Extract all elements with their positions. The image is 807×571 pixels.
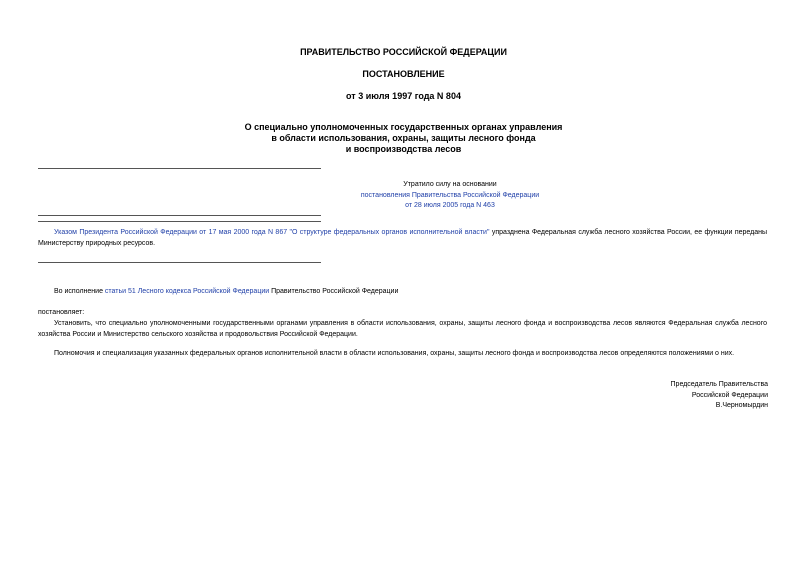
repeal-link[interactable]: постановления Правительства Российской Федерации [360,191,540,199]
divider-rule [38,215,321,216]
intro-paragraph [38,287,767,298]
date-number: от 3 июля 1997 года N 804 [346,91,461,101]
divider-rule [38,221,321,222]
signature-title: Председатель Правительства [670,381,768,388]
editorial-note-text: упразднена Федеральная служба лесного хозяйства России, ее функции переданы Министерству природных ресурсов. [38,229,768,247]
government-heading: ПРАВИТЕЛЬСТВО РОССИЙСКОЙ ФЕДЕРАЦИИ [300,47,507,57]
title-line: О специально уполномоченных государственных органах управления [244,122,563,132]
intro-suffix: Правительство Российской Федерации [269,288,399,295]
resolves-text: постановляет: [38,309,85,316]
signature-block [568,380,768,412]
title-line: в области использования, охраны, защиты лесного фонда [271,133,536,143]
doc-type-heading: ПОСТАНОВЛЕНИЕ [362,69,445,79]
signature-name: В.Черномырдин [715,402,768,409]
decree-title-link[interactable]: "О структуре федеральных органов исполнительной власти" [289,229,490,236]
paragraph-2: Полномочия и специализация указанных федеральных органов исполнительной власти в области использования, охраны, защиты лесного фонда и воспроизводства лесов определяются положениями о них. [54,350,735,357]
paragraph-1: Установить, что специально уполномоченными государственными органами управления в области использования, охраны, защиты лесного фонда и воспроизводства лесов являются Федеральная служба лесного хозяйства России и Министерство сельского хозяйства и продовольствия Российской Федерации. [38,320,767,338]
status-note [300,180,600,212]
divider-rule [38,168,321,169]
forest-code-link[interactable]: статьи 51 Лесного кодекса Российской Федерации [104,288,270,295]
document-title [0,122,807,155]
decree-link[interactable]: Указом Президента Российской Федерации от 17 мая 2000 года N 867 [54,229,288,236]
status-note-text: Утратило силу на основании [403,181,497,188]
repeal-link-date[interactable]: от 28 июля 2005 года N 463 [405,202,495,209]
signature-org: Российской Федерации [691,391,768,399]
intro-prefix: Во исполнение [54,288,105,295]
divider-rule [38,262,321,263]
title-line: и воспроизводства лесов [345,144,462,154]
editorial-note [38,228,767,249]
